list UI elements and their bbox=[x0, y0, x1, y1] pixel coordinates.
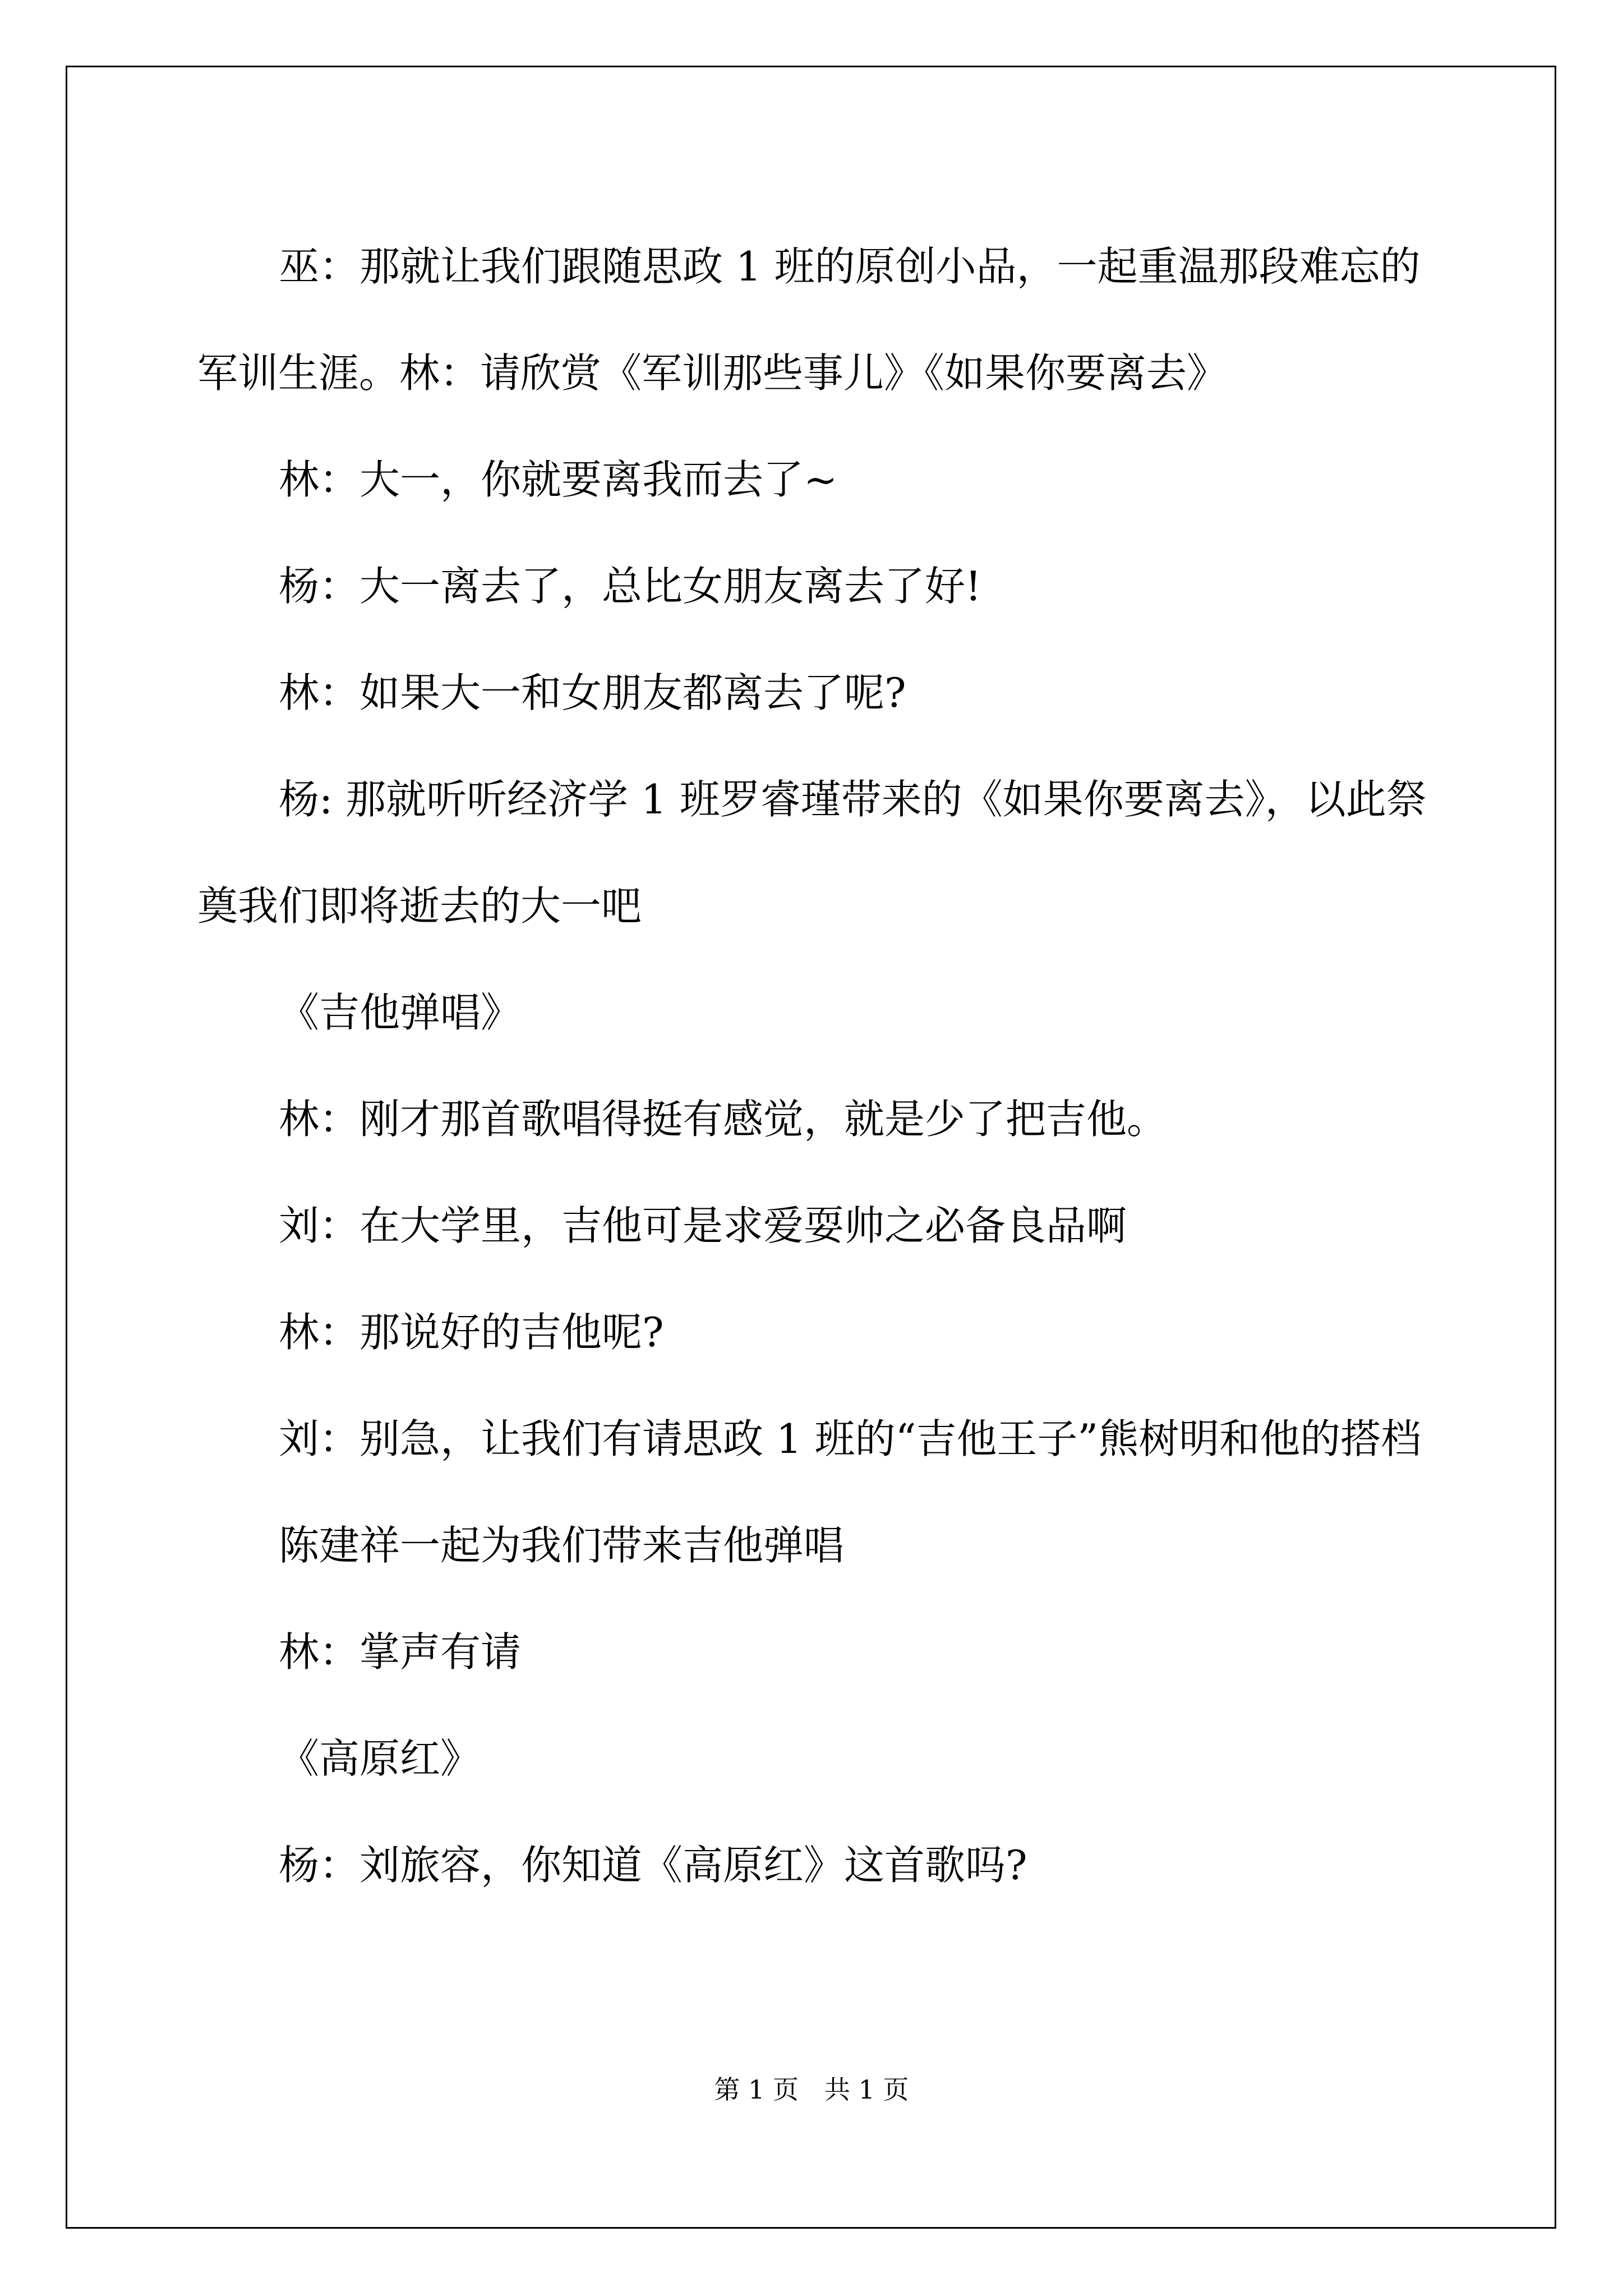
paragraph: 林：如果大一和女朋友都离去了呢? bbox=[279, 669, 906, 716]
paragraph: 巫：那就让我们跟随思政 1 班的原创小品，一起重温那段难忘的军训生涯。林：请欣赏《军训那些事儿》《如果你要离去》 bbox=[197, 243, 1421, 397]
paragraph: 刘：别急，让我们有请思政 1 班的“吉他王子”熊树明和他的搭档 bbox=[279, 1415, 1422, 1462]
document-body bbox=[197, 213, 1431, 1918]
paragraph: 杨：大一离去了，总比女朋友离去了好! bbox=[279, 563, 981, 610]
paragraph: 陈建祥一起为我们带来吉他弹唱 bbox=[279, 1522, 845, 1569]
paragraph: 杨：刘旅容，你知道《高原红》这首歌吗? bbox=[279, 1842, 1027, 1889]
paragraph: 林：掌声有请 bbox=[279, 1628, 522, 1676]
paragraph: 《吉他弹唱》 bbox=[279, 989, 522, 1036]
page-number-footer: 第 1 页 共 1 页 bbox=[714, 2074, 909, 2105]
paragraph: 林：刚才那首歌唱得挺有感觉，就是少了把吉他。 bbox=[279, 1096, 1168, 1143]
paragraph: 《高原红》 bbox=[279, 1735, 481, 1782]
paragraph: 林：大一，你就要离我而去了~ bbox=[279, 456, 838, 503]
paragraph: 刘：在大学里，吉他可是求爱耍帅之必备良品啊 bbox=[279, 1202, 1127, 1249]
paragraph: 杨: 那就听听经济学 1 班罗睿瑾带来的《如果你要离去》，以此祭奠我们即将逝去的大一吧 bbox=[197, 776, 1427, 930]
paragraph: 林：那说好的吉他呢? bbox=[279, 1309, 664, 1356]
